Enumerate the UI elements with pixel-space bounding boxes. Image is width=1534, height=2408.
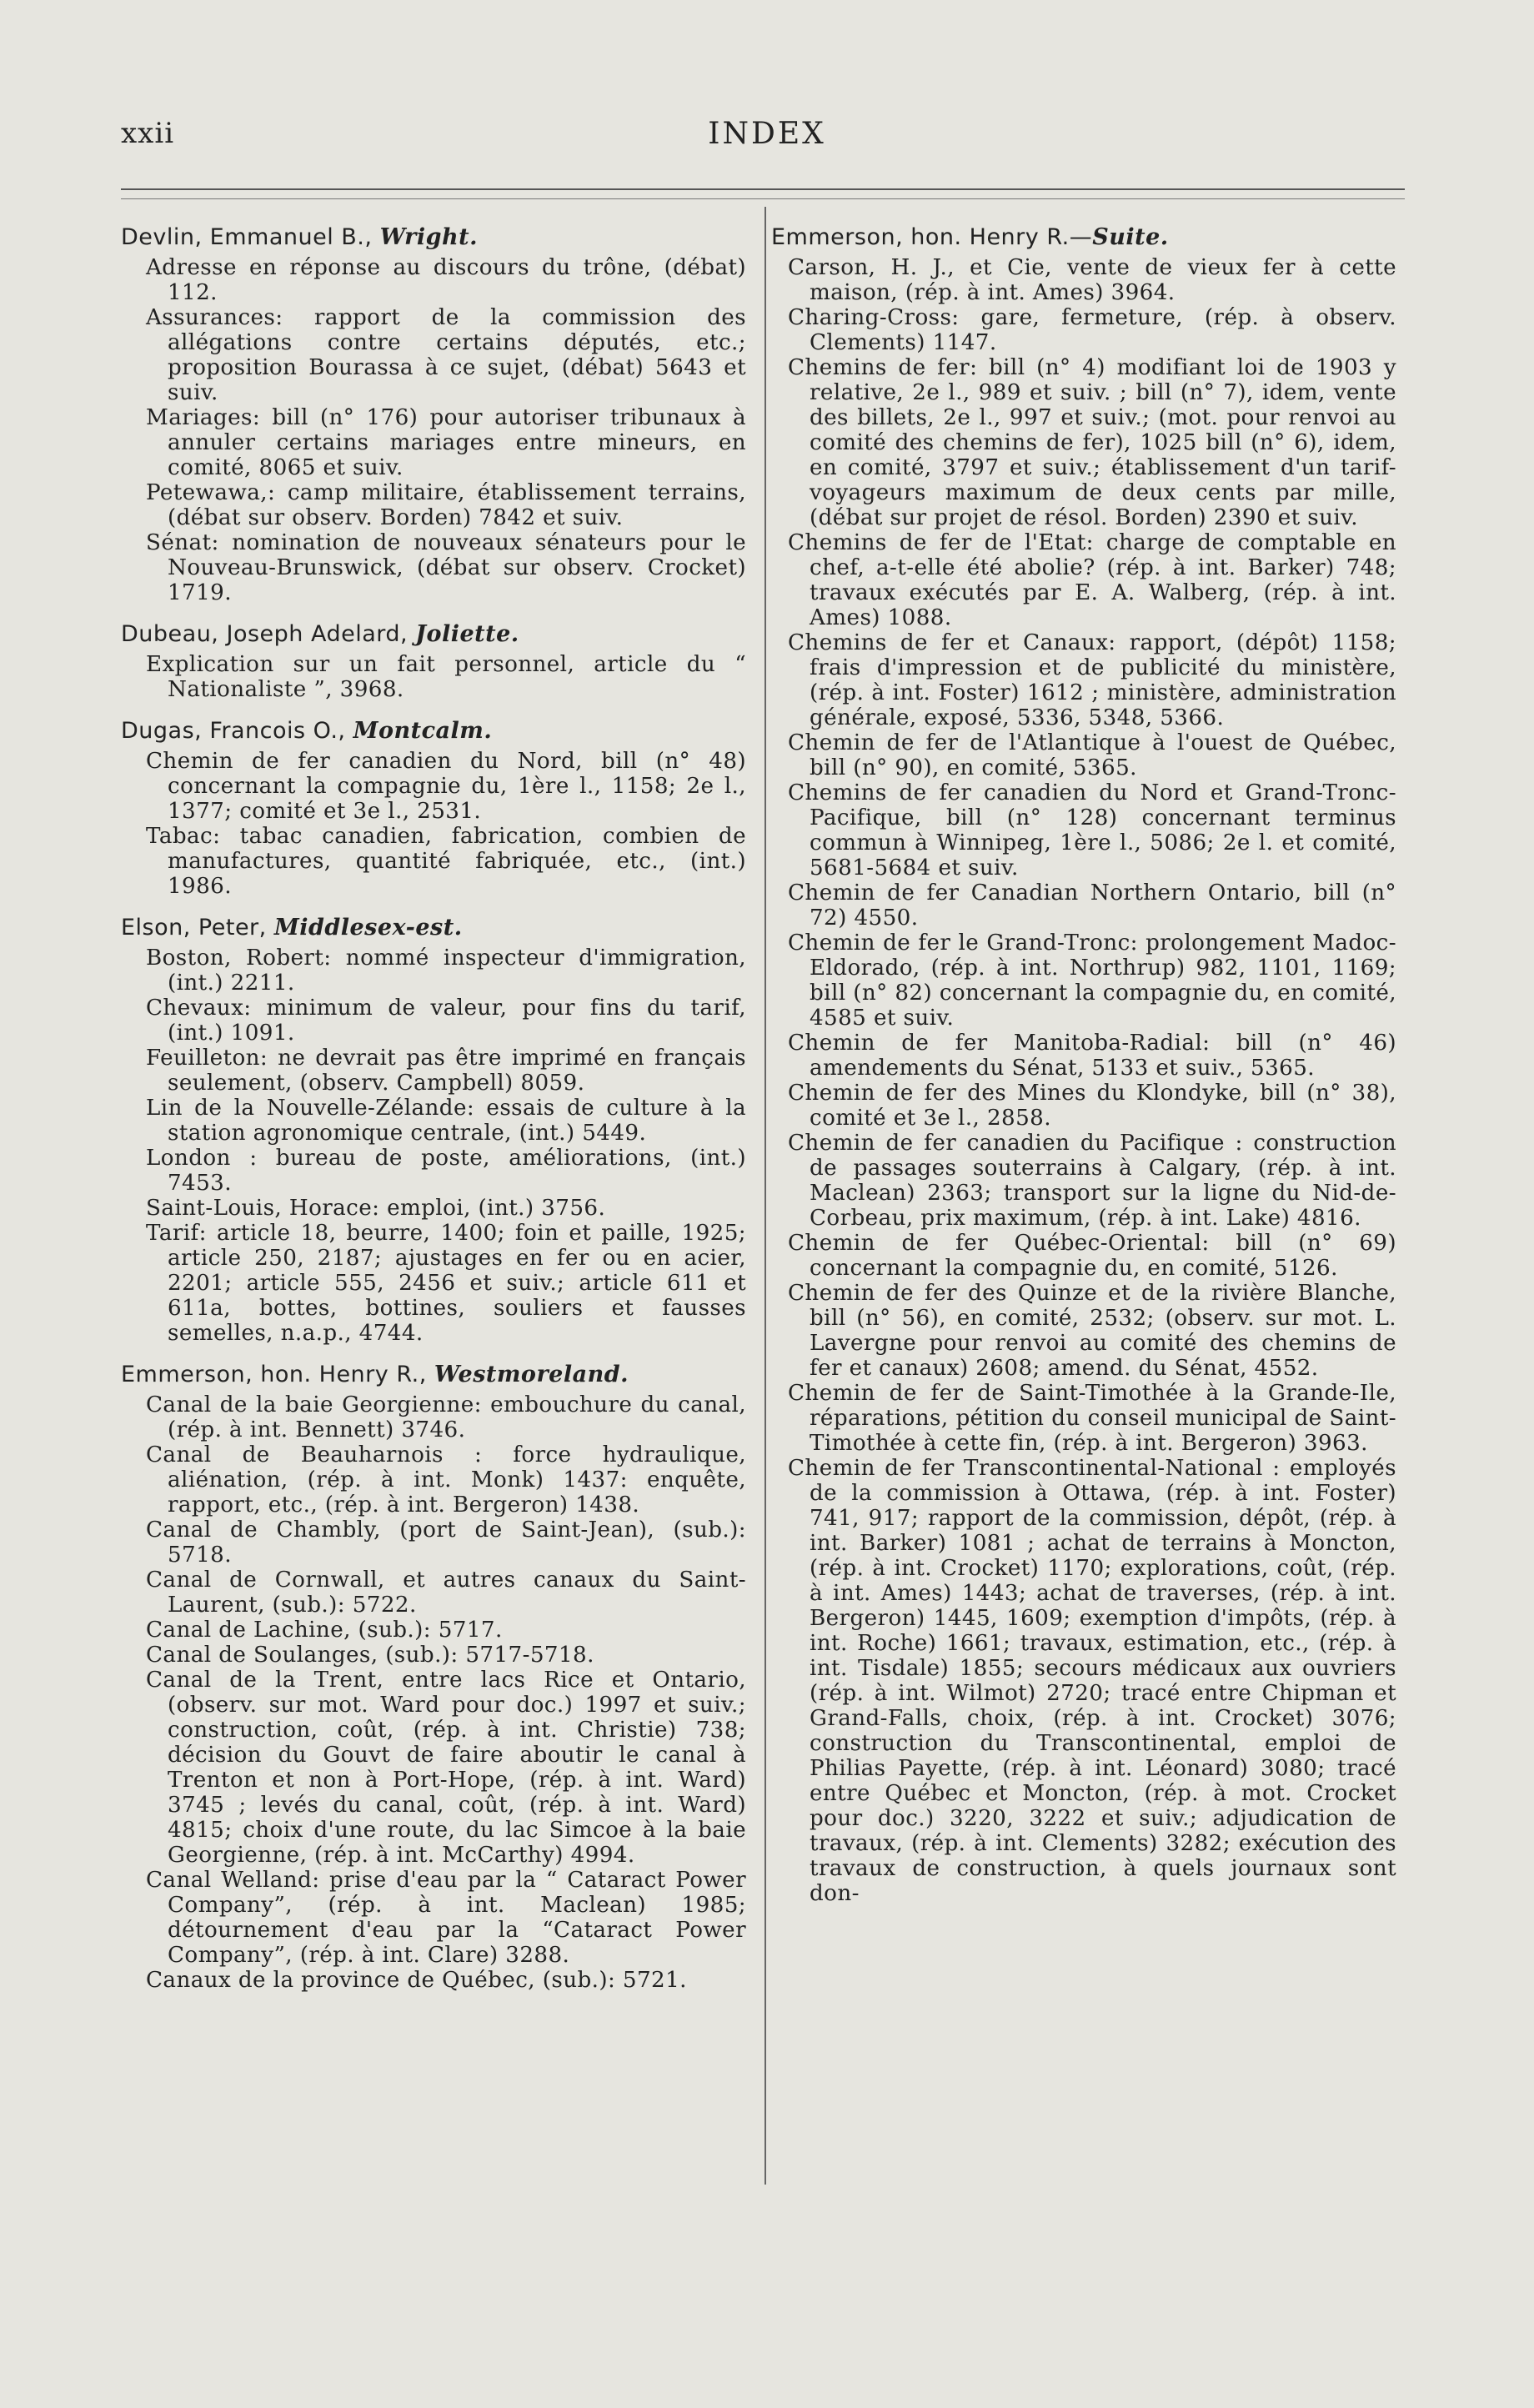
index-entry: Carson, H. J., et Cie, vente de vieux fer à cette maison, (rép. à int. Ames) 3964. (788, 255, 1396, 305)
index-entry: Canal de Chambly, (port de Saint-Jean), (sub.): 5718. (146, 1518, 746, 1568)
index-entry: Chemin de fer Canadian Northern Ontario, bill (n° 72) 4550. (788, 880, 1396, 931)
index-entry: Chemins de fer: bill (n° 4) modifiant loi de 1903 y relative, 2e l., 989 et suiv. ; bill (n° 7), idem, vente des billets, 2e l., 997 et suiv.; (mot. pour renvoi au comité des chemins de fer), 1025 bill (n° 6), idem, en comité, 3797 et suiv.; établissement d'un tarif-voyageurs maximum de deux cents par mille, (débat sur projet de résol. Borden) 2390 et suiv. (788, 355, 1396, 530)
index-entry: Canal de la baie Georgienne: embouchure du canal, (rép. à int. Bennett) 3746. (146, 1392, 746, 1442)
index-entry: Chemin de fer des Quinze et de la rivière Blanche, bill (n° 56), en comité, 2532; (observ. sur mot. L. Lavergne pour renvoi au comité des chemins de fer et canaux) 2608; amend. du Sénat, 4552. (788, 1281, 1396, 1381)
member-name: Devlin, Emmanuel B., (121, 224, 380, 250)
index-entry: Canal Welland: prise d'eau par la “ Cataract Power Company”, (rép. à int. Maclean) 1985; détournement d'eau par la “Cataract Power Company”, (rép. à int. Clare) 3288. (146, 1868, 746, 1968)
member-name: Dugas, Francois O., (121, 718, 353, 744)
index-entry: Feuilleton: ne devrait pas être imprimé en français seulement, (observ. Campbell) 8059. (146, 1046, 746, 1096)
index-entry: London : bureau de poste, améliorations, (int.) 7453. (146, 1146, 746, 1196)
constituency: Suite. (1092, 224, 1169, 250)
constituency: Wright. (379, 224, 479, 250)
header-rule-thin (121, 198, 1405, 199)
index-entry: Chemins de fer canadien du Nord et Grand-Tronc-Pacifique, bill (n° 128) concernant terminus commun à Winnipeg, 1ère l., 5086; 2e l. et comité, 5681-5684 et suiv. (788, 780, 1396, 880)
member-heading (121, 622, 746, 647)
index-entry: Canal de Lachine, (sub.): 5717. (146, 1618, 503, 1643)
index-entry: Chemin de fer canadien du Pacifique : construction de passages souterrains à Calgary, (rép. à int. Maclean) 2363; transport sur la ligne du Nid-de-Corbeau, prix maximum, (rép. à int. Lake) 4816. (788, 1131, 1396, 1231)
index-entry: Canal de la Trent, entre lacs Rice et Ontario, (observ. sur mot. Ward pour doc.) 1997 et suiv.; construction, coût, (rép. à int. Christie) 738; décision du Gouvt de faire aboutir le canal à Trenton et non à Port-Hope, (rép. à int. Ward) 3745 ; levés du canal, coût, (rép. à int. Ward) 4815; choix d'une route, du lac Simcoe à la baie Georgienne, (rép. à int. McCarthy) 4994. (146, 1668, 746, 1868)
member-heading (121, 1362, 746, 1387)
index-entry: Chemin de fer Manitoba-Radial: bill (n° 46) amendements du Sénat, 5133 et suiv., 5365. (788, 1031, 1396, 1081)
member-name: Elson, Peter, (121, 915, 274, 941)
index-entry: Chemin de fer Québec-Oriental: bill (n° 69) concernant la compagnie du, en comité, 5126. (788, 1231, 1396, 1281)
index-entry: Chevaux: minimum de valeur, pour fins du tarif, (int.) 1091. (146, 996, 746, 1046)
index-entry: Canal de Beauharnois : force hydraulique, aliénation, (rép. à int. Monk) 1437: enquête, rapport, etc., (rép. à int. Bergeron) 1438. (146, 1442, 746, 1518)
constituency: Joliette. (415, 621, 519, 647)
member-heading (121, 916, 746, 941)
running-title: INDEX (708, 117, 826, 151)
constituency: Westmoreland. (434, 1362, 629, 1387)
index-entry: Canal de Soulanges, (sub.): 5717-5718. (146, 1643, 594, 1668)
index-entry: Chemin de fer Transcontinental-National : employés de la commission à Ottawa, (rép. à int. Foster) 741, 917; rapport de la commission, dépôt, (rép. à int. Barker) 1081 ; achat de terrains à Moncton, (rép. à int. Crocket) 1170; explorations, coût, (rép. à int. Ames) 1443; achat de traverses, (rép. à int. Bergeron) 1445, 1609; exemption d'impôts, (rép. à int. Roche) 1661; travaux, estimation, etc., (rép. à int. Tisdale) 1855; secours médicaux aux ouvriers (rép. à int. Wilmot) 2720; tracé entre Chipman et Grand-Falls, choix, (rép. à int. Crocket) 3076; construction du Transcontinental, emploi de Philias Payette, (rép. à int. Léonard) 3080; tracé entre Québec et Moncton, (rép. à mot. Crocket pour doc.) 3220, 3222 et suiv.; adjudication de travaux, (rép. à int. Clements) 3282; exécution des travaux de construction, à quels journaux sont don- (788, 1456, 1396, 1906)
index-entry: Saint-Louis, Horace: emploi, (int.) 3756. (146, 1196, 606, 1221)
index-entry: Canal de Cornwall, et autres canaux du Saint-Laurent, (sub.): 5722. (146, 1568, 746, 1618)
index-entry: Boston, Robert: nommé inspecteur d'immigration, (int.) 2211. (146, 946, 746, 996)
member-name: Emmerson, hon. Henry R., (121, 1362, 434, 1387)
index-entry: Chemins de fer de l'Etat: charge de comptable en chef, a-t-elle été abolie? (rép. à int. Barker) 748; travaux exécutés par E. A. Walberg, (rép. à int. Ames) 1088. (788, 530, 1396, 630)
member-name: Emmerson, hon. Henry R.— (771, 224, 1093, 250)
index-entry: Chemins de fer et Canaux: rapport, (dépôt) 1158; frais d'impression et de publicité du ministère, (rép. à int. Foster) 1612 ; ministère, administration générale, exposé, 5336, 5348, 5366. (788, 630, 1396, 730)
index-entry: Adresse en réponse au discours du trône, (débat) 112. (146, 255, 746, 305)
member-name: Dubeau, Joseph Adelard, (121, 621, 416, 647)
index-entry: Tabac: tabac canadien, fabrication, combien de manufactures, quantité fabriquée, etc., (int.) 1986. (146, 824, 746, 899)
index-entry: Chemin de fer le Grand-Tronc: prolongement Madoc-Eldorado, (rép. à int. Northrup) 982, 1101, 1169; bill (n° 82) concernant la compagnie du, en comité, 4585 et suiv. (788, 931, 1396, 1031)
index-entry: Chemin de fer canadien du Nord, bill (n° 48) concernant la compagnie du, 1ère l., 1158; 2e l., 1377; comité et 3e l., 2531. (146, 749, 746, 824)
index-entry: Assurances: rapport de la commission des allégations contre certains députés, etc.; proposition Bourassa à ce sujet, (débat) 5643 et suiv. (146, 305, 746, 405)
index-entry: Tarif: article 18, beurre, 1400; foin et paille, 1925; article 250, 2187; ajustages en fer ou en acier, 2201; article 555, 2456 et suiv.; article 611 et 611a, bottes, bottines, souliers et fausses semelles, n.a.p., 4744. (146, 1221, 746, 1346)
index-entry: Charing-Cross: gare, fermeture, (rép. à observ. Clements) 1147. (788, 305, 1396, 355)
index-entry: Mariages: bill (n° 176) pour autoriser tribunaux à annuler certains mariages entre mineurs, en comité, 8065 et suiv. (146, 405, 746, 480)
member-heading (121, 225, 746, 250)
page-number: xxii (121, 117, 175, 150)
header-rule (121, 188, 1405, 190)
right-column (771, 225, 1396, 1906)
index-entry: Chemin de fer de l'Atlantique à l'ouest de Québec, bill (n° 90), en comité, 5365. (788, 730, 1396, 780)
index-entry: Explication sur un fait personnel, article du “ Nationaliste ”, 3968. (146, 652, 746, 702)
member-heading (121, 719, 746, 744)
left-column (121, 225, 746, 1993)
member-heading (771, 225, 1396, 250)
index-entry: Chemin de fer de Saint-Timothée à la Grande-Ile, réparations, pétition du conseil municipal de Saint-Timothée à cette fin, (rép. à int. Bergeron) 3963. (788, 1381, 1396, 1456)
index-entry: Chemin de fer des Mines du Klondyke, bill (n° 38), comité et 3e l., 2858. (788, 1081, 1396, 1131)
constituency: Middlesex-est. (273, 915, 463, 941)
column-divider (764, 207, 766, 2185)
index-entry: Sénat: nomination de nouveaux sénateurs pour le Nouveau-Brunswick, (débat sur observ. Crocket) 1719. (146, 530, 746, 605)
constituency: Montcalm. (353, 718, 493, 744)
index-entry: Lin de la Nouvelle-Zélande: essais de culture à la station agronomique centrale, (int.) 5449. (146, 1096, 746, 1146)
index-entry: Canaux de la province de Québec, (sub.): 5721. (146, 1968, 687, 1993)
index-entry: Petewawa,: camp militaire, établissement terrains, (débat sur observ. Borden) 7842 et suiv. (146, 480, 746, 530)
